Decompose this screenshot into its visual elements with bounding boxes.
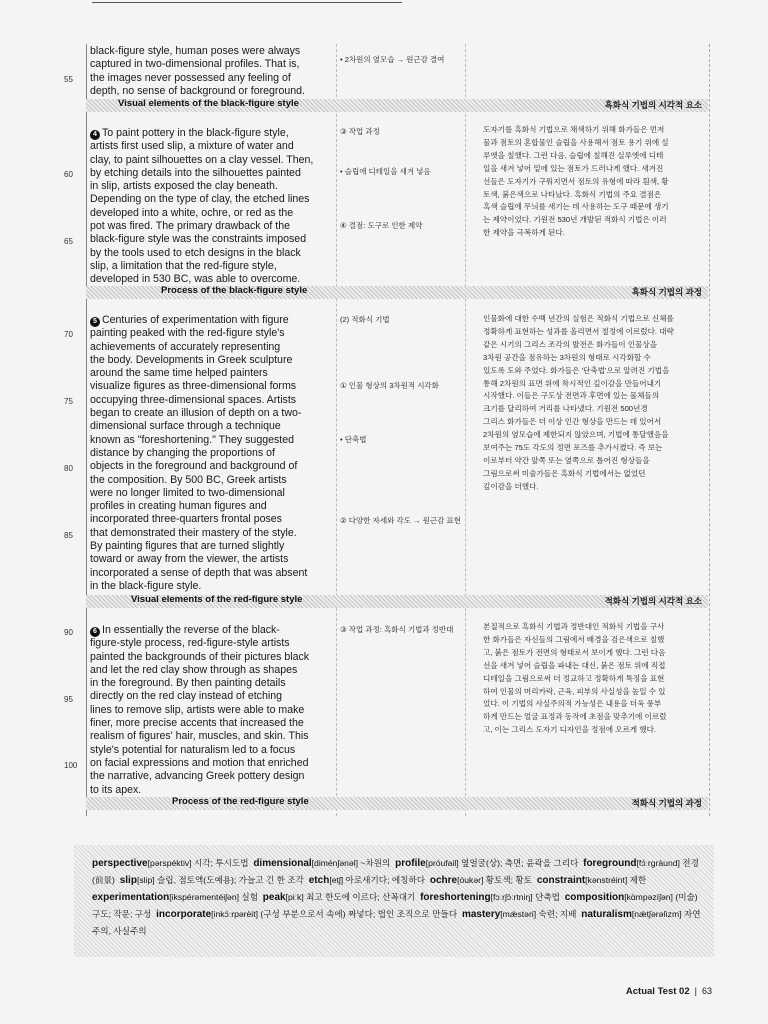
line-number: 70 xyxy=(64,330,73,339)
english-line xyxy=(90,314,330,327)
vocab-entry xyxy=(120,875,304,885)
footer-separator: | xyxy=(694,986,697,996)
vocab-pronunciation: [nǽtʃərəlìzm] xyxy=(631,909,682,919)
english-line: style's potential for naturalism led to a focus xyxy=(90,743,296,756)
vocab-entry xyxy=(92,892,258,902)
english-line: dimensional surface through a technique xyxy=(90,420,281,433)
english-line: in slip, artists exposed the clay beneath. xyxy=(90,180,278,193)
vocab-entry xyxy=(462,909,577,919)
vocab-word: etch xyxy=(308,875,330,886)
english-line: painting peaked with the red-figure style's xyxy=(90,327,285,340)
english-line: known as "foreshortening." They suggested xyxy=(90,433,295,446)
margin-note: ① 인물 형상의 3차원적 시각화 xyxy=(340,381,439,390)
vocab-word: incorporate xyxy=(156,909,212,920)
english-line: finer, more precise accents that increased the xyxy=(90,717,304,730)
korean-line: 깊이감을 더했다. xyxy=(483,481,539,491)
vocab-word: foreground xyxy=(583,858,637,869)
korean-line: 3차원 공간을 점유하는 3차원의 형태로 시각화할 수 xyxy=(483,352,651,362)
english-line: black-figure style, human poses were always xyxy=(90,45,301,57)
korean-line: 한 제약을 극복하게 된다. xyxy=(483,228,565,238)
english-line: in the foreground. By then painting details xyxy=(90,677,286,690)
section-heading-en: Process of the black-figure style xyxy=(161,285,308,296)
korean-line: 일을 새겨 넣어 밑에 있는 점토가 드러나게 했다. 새겨진 xyxy=(483,163,664,173)
vocabulary-list xyxy=(92,855,704,939)
vocab-word: dimensional xyxy=(253,858,312,869)
vocab-word: naturalism xyxy=(581,909,632,920)
english-line: By painting figures that are turned slightly xyxy=(90,540,285,553)
vocab-meaning: 슬립, 점토액(도예용); 가늘고 긴 한 조각 xyxy=(157,875,304,885)
vocab-meaning: 시각; 투시도법 xyxy=(193,858,249,868)
english-line: distance by changing the proportions of xyxy=(90,446,275,459)
vocab-pronunciation: [óukər] xyxy=(457,875,484,885)
korean-paragraph xyxy=(483,313,705,494)
column-divider-notes xyxy=(336,44,337,816)
paragraph-marker: 6 xyxy=(90,627,100,637)
vocab-pronunciation: [fɔːrʃɔ́ːrtniŋ] xyxy=(490,892,533,902)
line-number: 100 xyxy=(64,761,78,770)
english-line: lines to remove slip, artists were able to make xyxy=(90,703,305,716)
english-line: developed into a white, ochre, or red as the xyxy=(90,206,294,219)
korean-line: 그리스 화가들은 더 이상 인간 형상을 만드는 데 있어서 xyxy=(483,417,662,427)
vocab-pronunciation: [diménʃənəl] xyxy=(311,858,359,868)
english-line: Depending on the type of clay, the etched lines xyxy=(90,193,310,206)
section-heading-en: Process of the red-figure style xyxy=(172,796,309,807)
vocab-meaning: 숙련; 지배 xyxy=(538,909,577,919)
english-line: were no longer limited to two-dimensional xyxy=(90,486,285,499)
margin-note: • 2차원의 옆모습 → 원근감 결여 xyxy=(340,55,445,64)
korean-line: 시작했다. 이들은 구도상 전면과 후면에 있는 물체들의 xyxy=(483,391,660,401)
english-line: that demonstrated their mastery of the style. xyxy=(90,526,297,539)
english-line-text: Centuries of experimentation with figure xyxy=(102,314,289,326)
page-footer xyxy=(626,986,712,997)
vocab-entry xyxy=(537,875,646,885)
korean-paragraph xyxy=(483,124,705,240)
english-line: incorporated a sense of depth that was absent xyxy=(90,566,308,579)
english-line: pot was fired. The primary drawback of the xyxy=(90,220,290,233)
korean-line: 루엣을 칠했다. 그런 다음, 슬립에 칠해진 실루엣에 디테 xyxy=(483,150,664,160)
english-line: and let the red clay show through as shapes xyxy=(90,663,298,676)
korean-line: 고, 붉은 점토가 전면의 형태로서 보이게 했다. 그런 다음 xyxy=(483,647,666,657)
vocab-word: perspective xyxy=(92,858,148,869)
english-line: on facial expressions and motion that enriched xyxy=(90,756,309,769)
section-heading-bar xyxy=(86,99,708,112)
english-line: toward or away from the viewer, the artists xyxy=(90,553,289,566)
korean-line: 이로부터 약간 앞쪽 또는 옆쪽으로 틀어진 형상들을 xyxy=(483,455,650,465)
korean-line: 보여주는 75도 각도의 정면 포즈를 추가시켰다. 즉 보는 xyxy=(483,443,663,453)
vocab-word: slip xyxy=(119,875,137,886)
english-line: developed in 530 BC, was able to overcome. xyxy=(90,273,301,286)
english-paragraph xyxy=(90,45,330,98)
line-number: 75 xyxy=(64,397,73,406)
footer-test-label: Actual Test 02 xyxy=(625,986,690,997)
english-line: slip, a limitation that the red-figure style, xyxy=(90,259,277,272)
korean-line: 선을 새겨 넣어 슬립을 파내는 대신, 붉은 점토 위에 직접 xyxy=(483,660,666,670)
english-line xyxy=(90,624,330,637)
vocab-pronunciation: [fɔ́ːrgràund] xyxy=(636,858,680,868)
vocab-meaning: 옆얼굴(상); 측면; 윤곽을 그리다 xyxy=(461,858,579,868)
korean-line: 물과 점토의 혼합물인 슬립을 사용해서 점토 용기 위에 실 xyxy=(483,137,669,147)
english-line: objects in the foreground and background of xyxy=(90,460,298,473)
vocab-word: experimentation xyxy=(92,892,170,903)
english-paragraph xyxy=(90,314,330,593)
vocab-pronunciation: [inkɔ́ːrpərèit] xyxy=(211,909,258,919)
korean-line: 도자기를 흑화식 기법으로 채색하기 위해 화가들은 먼저 xyxy=(483,125,665,134)
vocab-entry xyxy=(430,875,532,885)
english-line: by the tools used to etch designs in the black xyxy=(90,246,301,259)
korean-line: 정확하게 표현하는 성과를 올리면서 절정에 이르렀다. 대략 xyxy=(483,326,674,336)
line-number: 65 xyxy=(64,237,73,246)
korean-line: 있도록 도와 주었다. 화가들은 '단축법'으로 알려진 기법을 xyxy=(483,365,670,375)
vocab-word: composition xyxy=(564,892,625,903)
vocab-meaning: 최고 한도에 이르다; 산꼭대기 xyxy=(306,892,416,902)
vocab-pronunciation: [kənstréint] xyxy=(585,875,628,885)
paragraph-marker: 4 xyxy=(90,130,100,140)
vocab-meaning: 황토색; 황토 xyxy=(485,875,533,885)
vocab-entry xyxy=(420,892,560,902)
korean-paragraph xyxy=(483,621,705,737)
section-heading-bar xyxy=(86,286,708,299)
vocab-meaning: (구성 부분으로서 속에) 짜넣다; 법인 조직으로 만들다 xyxy=(260,909,458,919)
vocab-pronunciation: [ikspèrəmentéiʃən] xyxy=(169,892,239,902)
korean-line: 었다. 이 기법의 사실주의적 가능성은 내용을 더욱 풍부 xyxy=(483,699,662,709)
english-line: occupying three-dimensional spaces. Artists xyxy=(90,393,297,406)
vocab-entry xyxy=(156,909,457,919)
korean-line: 하여 인물의 머리카락, 근육, 피부의 사실성을 높일 수 있 xyxy=(483,686,666,696)
line-number: 55 xyxy=(64,75,73,84)
margin-note: • 단축법 xyxy=(340,435,367,444)
section-heading-ko: 흑화식 기법의 과정 xyxy=(631,287,702,297)
english-line: the images never possessed any feeling of xyxy=(90,71,291,84)
line-number: 60 xyxy=(64,170,73,179)
korean-line: 토색, 붉은색으로 나타났다. 흑화식 기법의 주요 결점은 xyxy=(483,189,662,199)
vocab-pronunciation: [etʃ] xyxy=(329,875,344,885)
english-line: began to create an illusion of depth on a two- xyxy=(90,407,302,420)
vocab-meaning: 전경(前景) xyxy=(92,858,699,885)
korean-line: 그림으로써 미술가들은 흑화식 기법에서는 없었던 xyxy=(483,468,646,478)
line-number: 90 xyxy=(64,628,73,637)
page-number: 63 xyxy=(701,986,712,996)
column-divider-translation xyxy=(465,44,466,816)
vocabulary-box xyxy=(74,845,714,957)
korean-line: 흑색 슬립에 무늬를 새기는 데 사용하는 도구 때문에 생기 xyxy=(483,202,669,212)
section-heading-bar xyxy=(86,595,708,608)
korean-line: 인물화에 대한 수백 년간의 실험은 적화식 기법으로 신체를 xyxy=(483,314,674,323)
vocab-entry xyxy=(253,858,390,868)
english-line: clay, to paint silhouettes on a clay vessel. Then, xyxy=(90,153,314,166)
vocab-meaning: 아로새기다; 에칭하다 xyxy=(345,875,426,885)
english-line: realism of figures' hair, muscles, and skin. This xyxy=(90,730,309,743)
english-line: painted the backgrounds of their pictures black xyxy=(90,650,310,663)
section-heading-ko: 적화식 기법의 과정 xyxy=(631,798,702,808)
top-rule xyxy=(92,2,402,3)
vocab-entry xyxy=(395,858,578,868)
section-heading-en: Visual elements of the red-figure style xyxy=(131,594,303,605)
vocab-pronunciation: [mǽstəri] xyxy=(500,909,537,919)
margin-note: • 슬립에 디테일을 새겨 넣음 xyxy=(340,167,431,176)
korean-line: 크기를 달리하여 거리를 나타냈다. 기원전 500년경 xyxy=(483,404,648,414)
vocab-meaning: 단축법 xyxy=(535,892,560,902)
margin-note: ③ 작업 과정 xyxy=(340,127,380,136)
english-line: the composition. By 500 BC, Greek artists xyxy=(90,473,287,486)
vocab-meaning: 제한 xyxy=(629,875,647,885)
vocab-entry xyxy=(309,875,425,885)
vocab-word: constraint xyxy=(536,875,586,886)
korean-line: 한 화가들은 자신들의 그림에서 배경을 검은색으로 칠했 xyxy=(483,634,665,644)
english-line: the narrative, advancing Greek pottery design xyxy=(90,770,305,783)
korean-line: 디테일을 그림으로써 더 정교하고 정확하게 특징을 표현 xyxy=(483,673,665,683)
korean-line: 같은 시기의 그리스 조각의 발전은 화가들이 인물상을 xyxy=(483,339,658,349)
korean-line: 통해 2차원의 표면 위에 착시적인 깊이감을 만들어내기 xyxy=(483,378,662,388)
english-line: incorporated three-quarters frontal poses xyxy=(90,513,282,526)
korean-line: 고, 이는 그리스 도자기 디자인을 정점에 오르게 했다. xyxy=(483,725,657,735)
vocab-word: foreshortening xyxy=(420,892,491,903)
english-line: captured in two-dimensional profiles. That is, xyxy=(90,58,300,71)
line-number: 80 xyxy=(64,464,73,473)
vocab-word: mastery xyxy=(461,909,501,920)
margin-note: ② 다양한 자세와 각도 → 원근감 표현 xyxy=(340,516,461,525)
vocab-word: ochre xyxy=(429,875,458,886)
english-line: depth, no sense of background or foreground. xyxy=(90,84,305,97)
vocab-pronunciation: [piːk] xyxy=(285,892,304,902)
section-heading-ko: 적화식 기법의 시각적 요소 xyxy=(604,596,702,606)
line-number: 95 xyxy=(64,695,73,704)
english-line: black-figure style was the constraints imposed xyxy=(90,233,307,246)
english-line: directly on the red clay instead of etching xyxy=(90,690,282,703)
english-paragraph xyxy=(90,127,330,287)
section-heading-bar xyxy=(86,797,708,810)
korean-line: 하게 만드는 얼굴 표정과 동작에 초점을 맞추기에 이르렀 xyxy=(483,712,667,722)
english-paragraph xyxy=(90,624,330,797)
english-line: figure-style process, red-figure-style artists xyxy=(90,637,290,650)
vocab-meaning: 자연주의, 사실주의 xyxy=(92,909,701,936)
section-heading-ko: 흑화식 기법의 시각적 요소 xyxy=(604,100,702,110)
korean-line: 선들은 도자기가 구워지면서 점토의 유형에 따라 흰색, 황 xyxy=(483,176,669,186)
english-line: artists first used slip, a mixture of water and xyxy=(90,140,294,153)
section-heading-en: Visual elements of the black-figure style xyxy=(118,98,299,109)
english-line: to its apex. xyxy=(90,783,142,796)
margin-note: ③ 작업 과정: 흑화식 기법과 정반대 xyxy=(340,625,454,634)
english-line: the body. Developments in Greek sculpture xyxy=(90,353,293,366)
english-line: around the same time helped painters xyxy=(90,367,268,380)
vocab-meaning: 실험 xyxy=(241,892,258,902)
margin-note: (2) 적화식 기법 xyxy=(340,315,390,324)
korean-line: 2차원의 옆모습에 제한되지 않았으며, 기법에 통달했음을 xyxy=(483,430,669,440)
english-line-text: To paint pottery in the black-figure style, xyxy=(102,127,289,139)
english-line: by etching details into the silhouettes painted xyxy=(90,166,301,179)
paragraph-marker: 5 xyxy=(90,317,100,327)
vocab-entry xyxy=(263,892,416,902)
vocab-pronunciation: [kɑ̀mpəzíʃən] xyxy=(624,892,673,902)
vocab-meaning: (미술) 구도; 작문; 구성 xyxy=(92,892,698,919)
vocab-entry xyxy=(92,858,249,868)
vocab-word: profile xyxy=(395,858,426,869)
english-line: visualize figures as three-dimensional forms xyxy=(90,380,297,393)
english-line: in the black-figure style. xyxy=(90,579,202,592)
english-line-text: In essentially the reverse of the black- xyxy=(102,624,280,636)
english-line: achievements of accurately representing xyxy=(90,340,281,353)
vocab-pronunciation: [slip] xyxy=(136,875,155,885)
english-line xyxy=(90,127,330,140)
korean-line: 는 제약이었다. 기원전 530년 개발된 적화식 기법은 이러 xyxy=(483,215,667,225)
english-line: profiles in creating human figures and xyxy=(90,500,267,513)
margin-note: ④ 결점: 도구로 인한 제약 xyxy=(340,221,423,230)
vocab-meaning: ~차원의 xyxy=(360,858,391,868)
line-number: 85 xyxy=(64,531,73,540)
vocab-pronunciation: [próufail] xyxy=(425,858,459,868)
korean-line: 본질적으로 흑화식 기법과 정반대인 적화식 기법을 구사 xyxy=(483,622,665,631)
vocab-word: peak xyxy=(262,892,286,903)
vocab-pronunciation: [pərspéktiv] xyxy=(147,858,192,868)
